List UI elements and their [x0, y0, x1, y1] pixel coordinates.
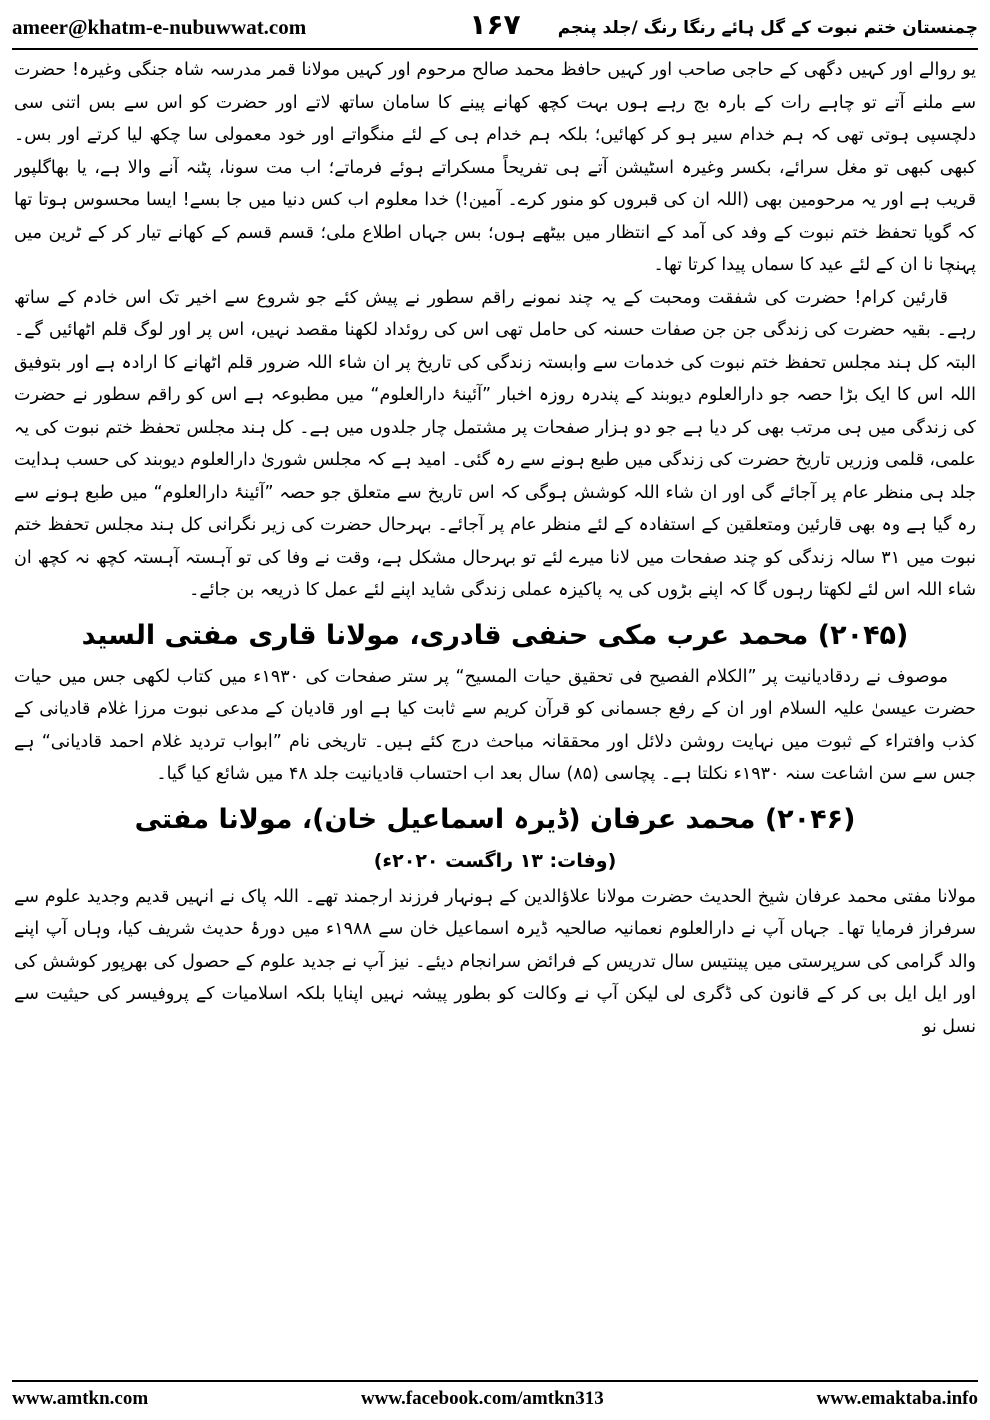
death-date: (وفات: ۱۳ راگست ۲۰۲۰ء) — [373, 849, 617, 872]
section-heading: (۲۰۴۵) محمد عرب مکی حنفی قادری، مولانا قاری مفتی السید — [81, 619, 909, 651]
book-title: چمنستان ختم نبوت کے گل ہائے رنگا رنگ /جلد پنجم — [557, 17, 978, 38]
page-number: ۱۶۷ — [469, 8, 521, 41]
page-body — [14, 54, 976, 1374]
header-email: ameer@khatm-e-nubuwwat.com — [12, 14, 307, 39]
section-heading: (۲۰۴۶) محمد عرفان (ڈیرہ اسماعیل خان)، مولانا مفتی — [134, 803, 856, 835]
footer-link-center[interactable]: www.facebook.com/amtkn313 — [360, 1388, 604, 1409]
footer-link-left[interactable]: www.amtkn.com — [12, 1388, 149, 1409]
page-header — [12, 6, 978, 50]
body-paragraph: یو روالے اور کہیں دگھی کے حاجی صاحب اور کہیں حافظ محمد صالح مرحوم اور کہیں مولانا قمر مدرسہ شاہ جنگی وغیرہ! حضرت سے ملنے آتے تو چاہے رات کے بارہ بج رہے ہوں بہت کچھ کھانے پینے کا سامان ساتھ لاتے اور حضرت کو اس سے بس اتنی سی دلچسپی ہوتی تھی کہ ہم خدام سیر ہو کر کھائیں؛ بلکہ ہم خدام ہی کے لئے منگواتے اور خود معمولی سا چکھ لیا کرتے اور بس۔ کبھی کبھی تو مغل سرائے، بکسر وغیرہ اسٹیشن آتے ہی تفریحاً مسکراتے ہوئے فرماتے؛ اب مت سونا، پٹنہ آنے والا ہے، یا بھاگلپور قریب ہے اور یہ مرحومین بھی (اللہ ان کی قبروں کو منور کرے۔ آمین!) خدا معلوم اب کس دنیا میں جا بسے! ایسا محسوس ہوتا تھا کہ گویا تحفظ ختم نبوت کے وفد کی آمد کے انتظار میں بیٹھے ہوں؛ بس جہاں اطلاع ملی؛ قسم قسم کے کھانے تیار کر کے ٹرین میں پہنچا نا ان کے لئے عید کا سماں پیدا کرتا تھا۔ — [14, 60, 976, 275]
body-paragraph: قارئین کرام! حضرت کی شفقت ومحبت کے یہ چند نمونے راقم سطور نے پیش کئے جو شروع سے اخیر تک اس خادم کے ساتھ رہے۔ بقیہ حضرت کی زندگی جن جن صفات حسنہ کی حامل تھی اس کی روئداد لکھنا مقصد نہیں، اس پر اور لوگ قلم اٹھائیں گے۔ البتہ کل ہند مجلس تحفظ ختم نبوت کی خدمات سے وابستہ زندگی کی تاریخ پر ان شاء اللہ ضرور قلم اٹھانے کا ارادہ ہے اور بتوفیق اللہ اس کا ایک بڑا حصہ جو دارالعلوم دیوبند کے پندرہ روزہ اخبار ”آئینۂ دارالعلوم“ میں مطبوعہ ہے اس کو راقم سطور نے حضرت کی زندگی میں ہی مرتب بھی کر دیا ہے جو دو ہزار صفحات پر مشتمل چار جلدوں میں ہے۔ کل ہند مجلس تحفظ ختم نبوت کی یہ علمی، قلمی وزریں تاریخ حضرت کی زندگی میں طبع ہونے سے رہ گئی۔ امید ہے کہ مجلس شوریٰ دارالعلوم دیوبند کی حسب ہدایت جلد ہی منظر عام پر آجائے گی اور ان شاء اللہ کوشش ہوگی کہ اس تاریخ سے متعلق جو حصہ ”آئینۂ دارالعلوم“ میں طبع ہونے سے رہ گیا ہے وہ بھی قارئین ومتعلقین کے استفادہ کے لئے منظر عام پر آجائے۔ بہرحال حضرت کی زیر نگرانی کل ہند مجلس تحفظ ختم نبوت میں ۳۱ سالہ زندگی کو چند صفحات میں لانا میرے لئے تو بہرحال مشکل ہے، وقت نے وفا کی تو آہستہ آہستہ کچھ نہ کچھ ان شاء اللہ اس لئے لکھتا رہوں گا کہ اپنے بڑوں کی یہ پاکیزہ عملی زندگی شاید اپنے لئے عمل کا ذریعہ بن جائے۔ — [14, 287, 976, 600]
section-paragraph: موصوف نے ردقادیانیت پر ”الکلام الفصیح فی تحقیق حیات المسیح“ پر ستر صفحات کی ۱۹۳۰ء میں کتاب لکھی جس میں حیات حضرت عیسیٰ علیہ السلام اور ان کے رفع جسمانی کو قرآن کریم سے ثابت کیا ہے اور قادیان کے مدعی نبوت مرزا غلام قادیانی کے کذب وافتراء کے ثبوت میں نہایت روشن دلائل اور محققانہ مباحث درج کئے ہیں۔ تاریخی نام ”ابواب تردید غلام احمد قادیانی“ ہے جس سے سن اشاعت سنہ ۱۹۳۰ء نکلتا ہے۔ پچاسی (۸۵) سال بعد اب احتساب قادیانیت جلد ۴۸ میں شائع کیا گیا۔ — [14, 666, 976, 784]
section-paragraph: مولانا مفتی محمد عرفان شیخ الحدیث حضرت مولانا علاؤالدین کے ہونہار فرزند ارجمند تھے۔ اللہ پاک نے انہیں قدیم وجدید علوم سے سرفراز فرمایا تھا۔ جہاں آپ نے دارالعلوم نعمانیہ صالحیہ ڈیرہ اسماعیل خان سے ۱۹۸۸ء میں دورۂ حدیث شریف کیا، وہاں آپ اپنے والد گرامی کی سرپرستی میں پینتیس سال تدریس کے فرائض سرانجام دیئے۔ نیز آپ نے جدید علوم کے حصول کی بھرپور کوشش کی اور ایل ایل بی کر کے قانون کی ڈگری لی لیکن آپ نے وکالت کو بطور پیشہ نہیں اپنایا بلکہ اسلامیات کے پروفیسر کی حیثیت سے نسل نو — [14, 886, 976, 1037]
page-footer — [12, 1380, 978, 1416]
footer-link-right[interactable]: www.emaktaba.info — [816, 1388, 978, 1409]
